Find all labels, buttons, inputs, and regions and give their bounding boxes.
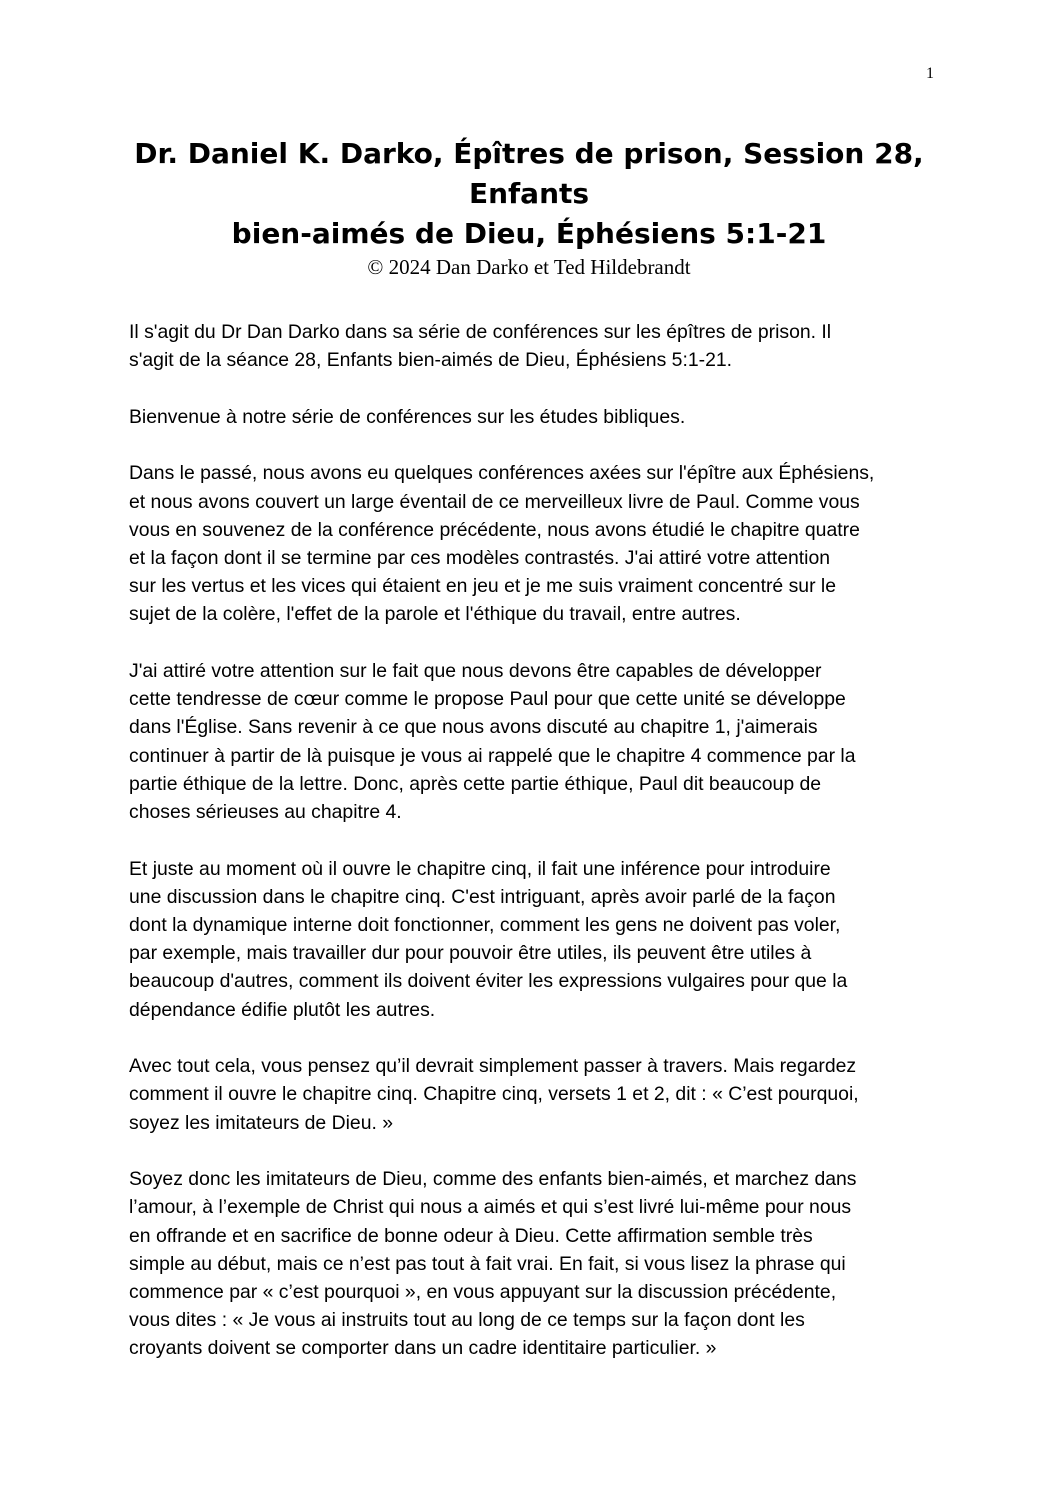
paragraph-line: Bienvenue à notre série de conférences sur les études bibliques.	[129, 405, 686, 428]
paragraph-line: dans l'Église. Sans revenir à ce que nous avons discuté au chapitre 1, j'aimerais	[129, 716, 818, 739]
paragraph-line: J'ai attiré votre attention sur le fait que nous devons être capables de développer	[129, 660, 822, 682]
paragraph-line: et nous avons couvert un large éventail de ce merveilleux livre de Paul. Comme vous	[129, 490, 860, 513]
paragraph-line: Et juste au moment où il ouvre le chapitre cinq, il fait une inférence pour introduire	[129, 857, 831, 880]
paragraph	[129, 855, 939, 1024]
paragraph-line: vous en souvenez de la conférence précédente, nous avons étudié le chapitre quatre	[129, 518, 860, 541]
paragraph-line: choses sérieuses au chapitre 4.	[129, 801, 402, 824]
paragraph-line: Avec tout cela, vous pensez qu’il devrait simplement passer à travers. Mais regardez	[129, 1055, 857, 1078]
paragraph-line: soyez les imitateurs de Dieu. »	[129, 1111, 394, 1134]
paragraph-line: simple au début, mais ce n’est pas tout à fait vrai. En fait, si vous lisez la phrase qui	[129, 1252, 846, 1275]
paragraph-line: cette tendresse de cœur comme le propose Paul pour que cette unité se développe	[129, 688, 846, 711]
paragraph-line: commence par « c’est pourquoi », en vous appuyant sur la discussion précédente,	[129, 1281, 837, 1304]
document-title-line-3: bien-aimés de Dieu, Éphésiens 5:1-21	[231, 217, 827, 250]
paragraph-line: sujet de la colère, l'effet de la parole et l'éthique du travail, entre autres.	[129, 603, 741, 626]
paragraph-line: dont la dynamique interne doit fonctionner, comment les gens ne doivent pas voler,	[129, 914, 841, 937]
paragraph-line: vous dites : « Je vous ai instruits tout au long de ce temps sur la façon dont les	[129, 1309, 805, 1332]
paragraph-line: par exemple, mais travailler dur pour pouvoir être utiles, ils peuvent être utiles à	[129, 942, 812, 965]
paragraph	[129, 459, 939, 628]
paragraph-line: Soyez donc les imitateurs de Dieu, comme des enfants bien-aimés, et marchez dans	[129, 1168, 857, 1191]
paragraph-line: en offrande et en sacrifice de bonne odeur à Dieu. Cette affirmation semble très	[129, 1224, 813, 1247]
paragraph-line: comment il ouvre le chapitre cinq. Chapitre cinq, versets 1 et 2, dit : « C’est pourquoi,	[129, 1083, 859, 1106]
paragraph-line: continuer à partir de là puisque je vous ai rappelé que le chapitre 4 commence par la	[129, 744, 856, 767]
paragraph	[129, 657, 939, 826]
paragraph	[129, 1165, 939, 1362]
paragraph-line: partie éthique de la lettre. Donc, après cette partie éthique, Paul dit beaucoup de	[129, 772, 822, 795]
paragraph	[129, 318, 939, 374]
paragraph	[129, 1052, 939, 1137]
paragraph-line: Dans le passé, nous avons eu quelques conférences axées sur l'épître aux Éphésiens,	[129, 462, 875, 485]
paragraph-line: croyants doivent se comporter dans un cadre identitaire particulier. »	[129, 1337, 717, 1360]
page-number: 1	[926, 65, 934, 82]
paragraph-line: sur les vertus et les vices qui étaient en jeu et je me suis vraiment concentré sur le	[129, 575, 837, 598]
copyright-notice: © 2024 Dan Darko et Ted Hildebrandt	[367, 255, 691, 279]
paragraph-line: l’amour, à l’exemple de Christ qui nous a aimés et qui s’est livré lui-même pour nous	[129, 1196, 852, 1219]
document-body	[129, 318, 939, 1391]
paragraph-line: et la façon dont il se termine par ces modèles contrastés. J'ai attiré votre attention	[129, 547, 831, 569]
document-title-line-1: Dr. Daniel K. Darko, Épîtres de prison, Session 28,	[134, 137, 924, 170]
paragraph-line: dépendance édifie plutôt les autres.	[129, 998, 436, 1021]
paragraph-line: s'agit de la séance 28, Enfants bien-aimés de Dieu, Éphésiens 5:1-21.	[129, 349, 733, 372]
paragraph	[129, 403, 939, 431]
document-title-line-2: Enfants	[468, 177, 590, 210]
document-header	[100, 134, 958, 280]
paragraph-line: beaucoup d'autres, comment ils doivent éviter les expressions vulgaires pour que la	[129, 970, 848, 993]
paragraph-line: Il s'agit du Dr Dan Darko dans sa série de conférences sur les épîtres de prison. Il	[129, 321, 832, 343]
paragraph-line: une discussion dans le chapitre cinq. C'est intriguant, après avoir parlé de la façon	[129, 885, 836, 908]
